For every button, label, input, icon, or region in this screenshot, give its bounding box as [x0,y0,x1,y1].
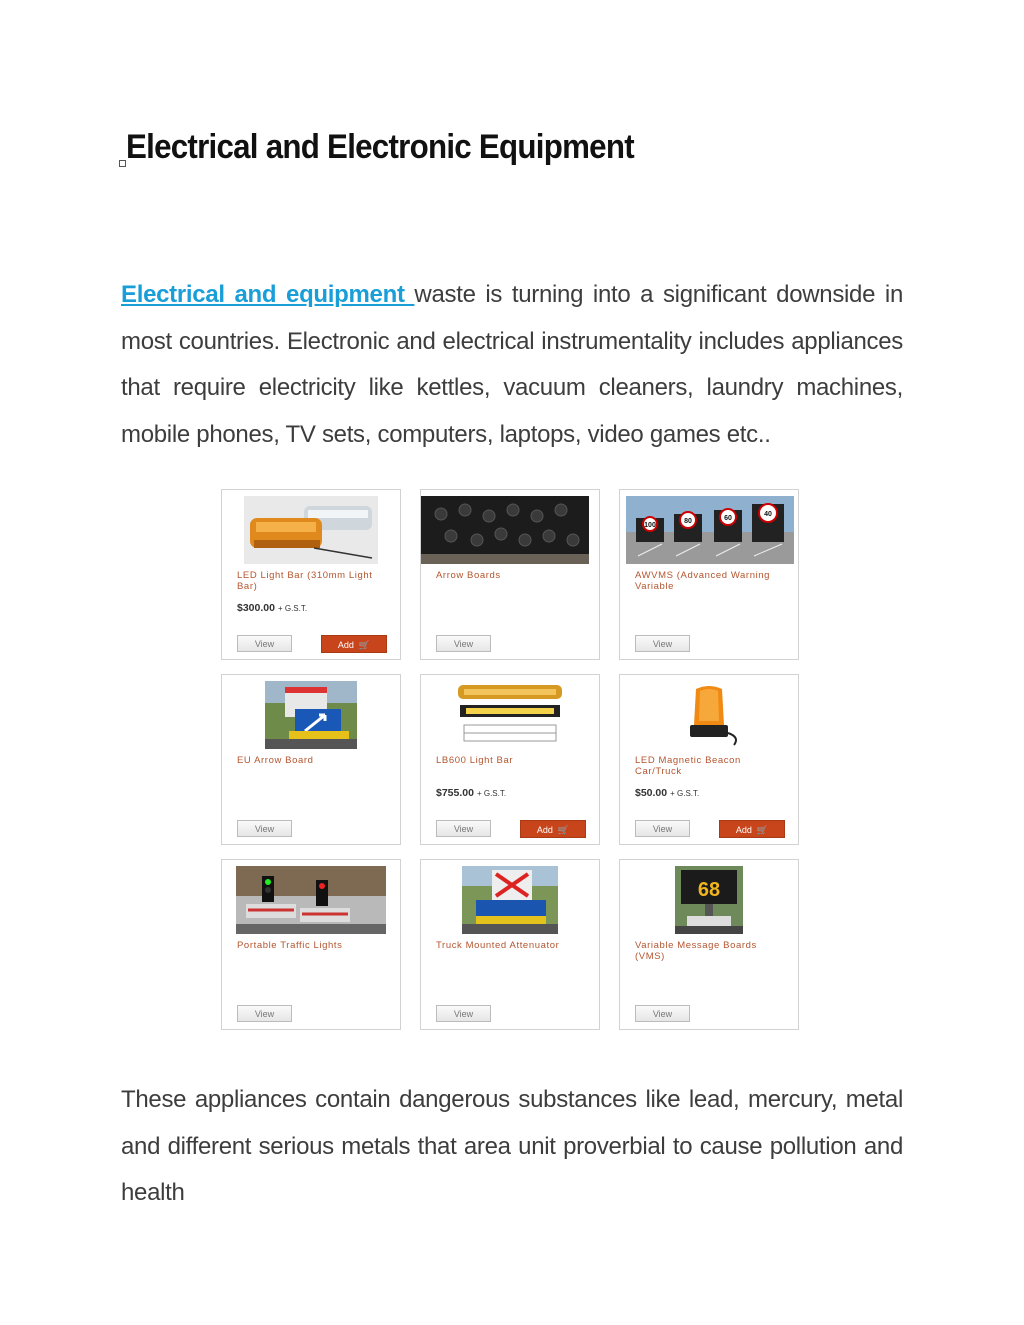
view-button[interactable]: View [635,635,690,652]
truck-mounted-attenuator-image[interactable] [462,866,558,934]
svg-text:60: 60 [724,515,732,522]
variable-message-boards-image[interactable] [675,866,743,934]
product-card [619,489,799,660]
led-light-bar-image[interactable] [244,496,378,564]
add-to-cart-button[interactable]: Add 🛒 [719,820,785,838]
arrow-boards-image[interactable] [421,496,589,564]
view-button[interactable]: View [635,820,690,837]
svg-text:100: 100 [644,522,656,529]
product-price: $300.00 + G.S.T. [237,602,308,614]
product-card [420,859,600,1030]
product-name[interactable]: Arrow Boards [436,570,501,581]
page-title: Electrical and Electronic Equipment [126,128,634,166]
intro-link[interactable]: Electrical and equipment [121,281,415,308]
view-button[interactable]: View [635,1005,690,1022]
product-name[interactable]: Variable Message Boards (VMS) [635,940,757,962]
product-card [221,489,401,660]
product-name[interactable]: LED Magnetic Beacon Car/Truck [635,755,741,777]
product-price: $50.00 + G.S.T. [635,787,700,799]
eu-arrow-board-image[interactable] [265,681,357,749]
product-name[interactable]: Portable Traffic Lights [237,940,343,951]
product-name[interactable]: EU Arrow Board [237,755,314,766]
product-card [619,674,799,845]
closing-paragraph: These appliances contain dangerous substances like lead, mercury, metal and different serious metals that area unit proverbial to cause pollution and health [121,1086,903,1206]
view-button[interactable]: View [237,1005,292,1022]
product-card [221,674,401,845]
product-name[interactable]: LB600 Light Bar [436,755,514,766]
product-card [221,859,401,1030]
add-to-cart-button[interactable]: Add 🛒 [520,820,586,838]
product-card [619,859,799,1030]
product-card [420,674,600,845]
view-button[interactable]: View [436,635,491,652]
cart-icon: 🛒 [756,825,769,835]
cart-icon: 🛒 [358,640,371,650]
led-magnetic-beacon-image[interactable] [674,681,744,749]
svg-text:40: 40 [764,511,772,518]
anchor-marker-icon [119,160,126,167]
svg-text:68: 68 [697,879,721,901]
awvms-image[interactable] [626,496,794,564]
svg-text:80: 80 [684,518,692,525]
portable-traffic-lights-image[interactable] [236,866,386,934]
intro-paragraph [121,272,903,458]
add-to-cart-button[interactable]: Add 🛒 [321,635,387,653]
product-name[interactable]: Truck Mounted Attenuator [436,940,560,951]
view-button[interactable]: View [436,820,491,837]
cart-icon: 🛒 [557,825,570,835]
product-price: $755.00 + G.S.T. [436,787,507,799]
product-card [420,489,600,660]
view-button[interactable]: View [237,820,292,837]
product-grid [221,489,803,1029]
product-name[interactable]: LED Light Bar (310mm Light Bar) [237,570,373,592]
intro-text: waste is turning into a significant downside in most countries. Electronic and electrical instrumentality includes appliances that require electricity like kettles, vacuum cleaners, laundry machines, mobile phones, TV sets, computers, laptops, video games etc.. [121,281,903,448]
view-button[interactable]: View [436,1005,491,1022]
view-button[interactable]: View [237,635,292,652]
product-name[interactable]: AWVMS (Advanced Warning Variable [635,570,771,592]
lb600-light-bar-image[interactable] [454,681,566,749]
